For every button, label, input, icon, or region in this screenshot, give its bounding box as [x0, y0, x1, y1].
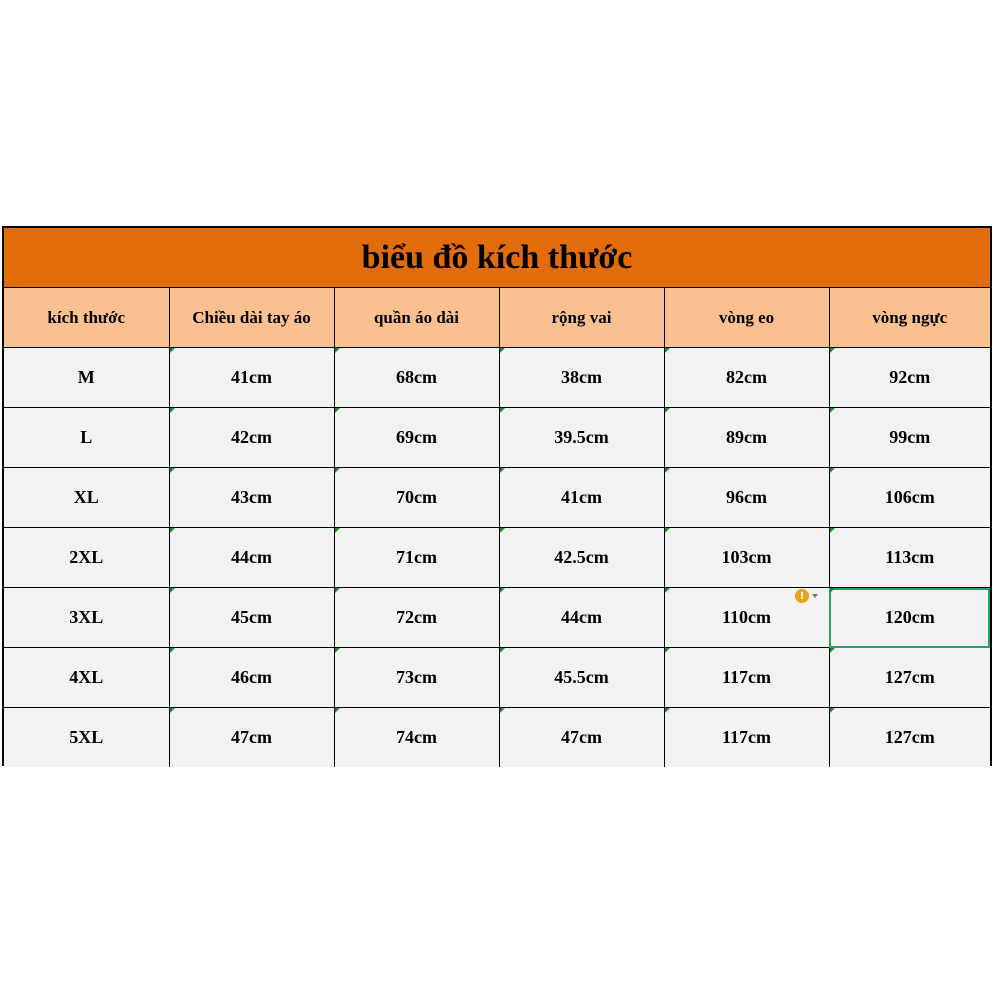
error-indicator-icon [665, 648, 670, 653]
table-cell[interactable] [664, 348, 829, 408]
error-indicator-icon [170, 528, 175, 533]
cell-value: 38cm [561, 367, 602, 387]
header-garment-length[interactable]: quần áo dài [334, 288, 499, 348]
error-indicator-icon [830, 528, 835, 533]
error-indicator-icon [335, 708, 340, 713]
error-indicator-icon [665, 468, 670, 473]
cell-value: 71cm [396, 547, 437, 567]
error-indicator-icon [500, 468, 505, 473]
error-check-button[interactable] [795, 588, 823, 604]
error-indicator-icon [830, 348, 835, 353]
error-indicator-icon [500, 588, 505, 593]
cell-value: 41cm [231, 367, 272, 387]
header-sleeve-length[interactable]: Chiều dài tay áo [169, 288, 334, 348]
table-cell[interactable] [169, 468, 334, 528]
header-row [4, 288, 990, 348]
error-indicator-icon [500, 648, 505, 653]
cell-value: 68cm [396, 367, 437, 387]
error-indicator-icon [170, 468, 175, 473]
table-cell[interactable] [499, 348, 664, 408]
error-indicator-icon [500, 708, 505, 713]
error-indicator-icon [830, 588, 835, 593]
error-indicator-icon [665, 588, 670, 593]
error-indicator-icon [500, 528, 505, 533]
cell-value: 42cm [231, 427, 272, 447]
error-indicator-icon [665, 708, 670, 713]
table-cell[interactable] [499, 528, 664, 588]
error-indicator-icon [665, 348, 670, 353]
size-table [4, 288, 990, 767]
cell-value: 42.5cm [554, 547, 609, 567]
table-cell[interactable] [829, 468, 990, 528]
cell-value: 110cm [722, 607, 771, 627]
table-cell[interactable] [829, 648, 990, 708]
selected-cell[interactable] [829, 588, 990, 648]
warning-icon: ! [795, 589, 809, 603]
table-cell[interactable] [334, 588, 499, 648]
cell-value: 120cm [884, 607, 935, 627]
error-indicator-icon [335, 588, 340, 593]
table-cell[interactable] [334, 468, 499, 528]
table-row [4, 408, 990, 468]
table-cell[interactable] [499, 708, 664, 768]
cell-value: 117cm [722, 667, 771, 687]
cell-value: 73cm [396, 667, 437, 687]
size-label-cell[interactable]: 4XL [4, 648, 169, 708]
size-label-cell[interactable]: 2XL [4, 528, 169, 588]
table-cell[interactable] [169, 528, 334, 588]
error-indicator-icon [170, 708, 175, 713]
cell-value: 47cm [561, 727, 602, 747]
table-cell[interactable] [499, 648, 664, 708]
table-cell[interactable] [664, 648, 829, 708]
error-indicator-icon [500, 348, 505, 353]
table-cell[interactable] [499, 468, 664, 528]
error-indicator-icon [665, 528, 670, 533]
header-waist[interactable]: vòng eo [664, 288, 829, 348]
table-cell[interactable] [334, 408, 499, 468]
header-chest[interactable]: vòng ngực [829, 288, 990, 348]
cell-value: 113cm [885, 547, 935, 567]
size-label-cell[interactable]: 3XL [4, 588, 169, 648]
cell-value: 117cm [722, 727, 771, 747]
error-indicator-icon [335, 648, 340, 653]
table-row [4, 708, 990, 768]
table-cell[interactable] [829, 348, 990, 408]
error-indicator-icon [335, 468, 340, 473]
size-chart-sheet [2, 226, 992, 766]
cell-value: 45cm [231, 607, 272, 627]
table-body [4, 348, 990, 768]
table-row [4, 588, 990, 648]
table-cell[interactable] [499, 408, 664, 468]
table-cell[interactable] [829, 708, 990, 768]
table-cell[interactable] [664, 528, 829, 588]
size-label-cell[interactable]: 5XL [4, 708, 169, 768]
table-row [4, 648, 990, 708]
size-label-cell[interactable]: L [4, 408, 169, 468]
header-size[interactable]: kích thước [4, 288, 169, 348]
cell-value: 74cm [396, 727, 437, 747]
error-indicator-icon [830, 708, 835, 713]
chevron-down-icon [812, 594, 818, 598]
table-cell[interactable] [664, 408, 829, 468]
error-indicator-icon [500, 408, 505, 413]
cell-value: 39.5cm [554, 427, 609, 447]
cell-value: 99cm [889, 427, 931, 447]
size-label-cell[interactable]: M [4, 348, 169, 408]
table-cell[interactable] [169, 588, 334, 648]
cell-value: 72cm [396, 607, 437, 627]
table-row [4, 468, 990, 528]
chart-title[interactable]: biểu đồ kích thước [4, 228, 990, 288]
cell-value: 70cm [396, 487, 437, 507]
table-cell[interactable] [169, 648, 334, 708]
cell-value: 69cm [396, 427, 437, 447]
error-indicator-icon [830, 408, 835, 413]
error-indicator-icon [335, 528, 340, 533]
cell-value: 127cm [884, 667, 935, 687]
error-indicator-icon [170, 648, 175, 653]
cell-value: 82cm [726, 367, 767, 387]
header-shoulder-width[interactable]: rộng vai [499, 288, 664, 348]
size-label-cell[interactable]: XL [4, 468, 169, 528]
table-cell[interactable] [499, 588, 664, 648]
table-cell[interactable] [334, 648, 499, 708]
error-indicator-icon [170, 408, 175, 413]
table-cell[interactable] [664, 468, 829, 528]
table-row [4, 348, 990, 408]
error-indicator-icon [830, 648, 835, 653]
table-cell[interactable] [664, 708, 829, 768]
cell-value: 106cm [884, 487, 935, 507]
table-cell[interactable] [829, 528, 990, 588]
table-cell[interactable] [169, 348, 334, 408]
error-indicator-icon [170, 348, 175, 353]
table-cell[interactable] [334, 528, 499, 588]
cell-value: 92cm [889, 367, 931, 387]
table-cell[interactable] [169, 408, 334, 468]
table-cell[interactable] [169, 708, 334, 768]
cell-value: 127cm [884, 727, 935, 747]
table-cell[interactable] [829, 408, 990, 468]
cell-value: 44cm [561, 607, 602, 627]
cell-value: 47cm [231, 727, 272, 747]
error-indicator-icon [170, 588, 175, 593]
table-cell[interactable] [334, 708, 499, 768]
cell-value: 44cm [231, 547, 272, 567]
cell-value: 96cm [726, 487, 767, 507]
cell-value: 43cm [231, 487, 272, 507]
error-indicator-icon [665, 408, 670, 413]
error-indicator-icon [830, 468, 835, 473]
error-indicator-icon [335, 348, 340, 353]
cell-value: 45.5cm [554, 667, 609, 687]
cell-value: 41cm [561, 487, 602, 507]
error-indicator-icon [335, 408, 340, 413]
cell-value: 89cm [726, 427, 767, 447]
cell-value: 46cm [231, 667, 272, 687]
cell-value: 103cm [721, 547, 772, 567]
table-cell[interactable] [334, 348, 499, 408]
table-row [4, 528, 990, 588]
